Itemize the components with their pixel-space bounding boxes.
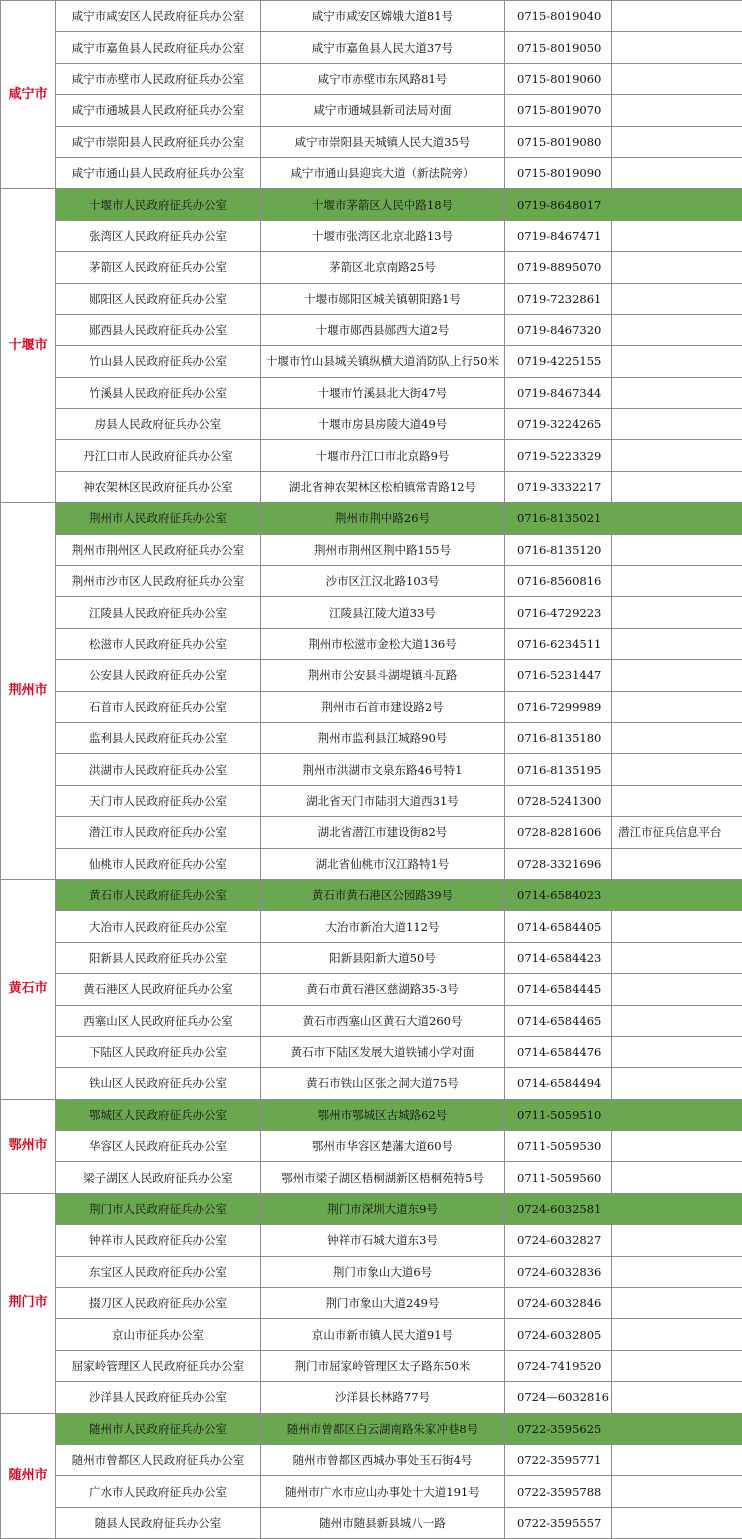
office-note: [612, 346, 742, 377]
office-address: 鄂州市鄂城区古城路62号: [261, 1099, 505, 1130]
table-row: [1, 722, 742, 753]
office-address: 湖北省天门市陆羽大道西31号: [261, 785, 505, 816]
table-row: [1, 597, 742, 628]
office-phone: 0719-5223329: [505, 440, 612, 471]
office-name: 洪湖市人民政府征兵办公室: [56, 754, 261, 785]
office-name: 咸宁市赤壁市人民政府征兵办公室: [56, 63, 261, 94]
office-note: [612, 534, 742, 565]
office-note: [612, 252, 742, 283]
office-phone: 0719-4225155: [505, 346, 612, 377]
city-name: 十堰市: [1, 189, 56, 503]
office-note: [612, 283, 742, 314]
office-note: [612, 32, 742, 63]
office-note: [612, 879, 742, 910]
office-name: 大冶市人民政府征兵办公室: [56, 911, 261, 942]
office-address: 荆州市松滋市金松大道136号: [261, 628, 505, 659]
office-address: 京山市新市镇人民大道91号: [261, 1319, 505, 1350]
office-name: 十堰市人民政府征兵办公室: [56, 189, 261, 220]
office-phone: 0719-3224265: [505, 409, 612, 440]
office-phone: 0719-8895070: [505, 252, 612, 283]
table-row: [1, 63, 742, 94]
office-address: 江陵县江陵大道33号: [261, 597, 505, 628]
office-name: 神农架林区民政府征兵办公室: [56, 471, 261, 502]
office-address: 荆州市监利县江城路90号: [261, 722, 505, 753]
table-row: [1, 534, 742, 565]
office-address: 黄石市黄石港区慈湖路35-3号: [261, 974, 505, 1005]
office-note: [612, 1193, 742, 1224]
office-address: 阳新县阳新大道50号: [261, 942, 505, 973]
office-phone: 0724-6032836: [505, 1256, 612, 1287]
office-note: [612, 566, 742, 597]
office-note: [612, 1162, 742, 1193]
office-address: 黄石市黄石港区公园路39号: [261, 879, 505, 910]
office-name: 梁子湖区人民政府征兵办公室: [56, 1162, 261, 1193]
table-row-headquarters: [1, 1193, 742, 1224]
table-row-headquarters: [1, 1413, 742, 1444]
office-phone: 0728-8281606: [505, 817, 612, 848]
office-phone: 0724-6032805: [505, 1319, 612, 1350]
table-row: [1, 471, 742, 502]
office-name: 东宝区人民政府征兵办公室: [56, 1256, 261, 1287]
table-row: [1, 32, 742, 63]
office-note: [612, 314, 742, 345]
table-row: [1, 691, 742, 722]
office-note: [612, 157, 742, 188]
table-row-headquarters: [1, 1099, 742, 1130]
table-body: [1, 1, 742, 1539]
office-name: 荆州市沙市区人民政府征兵办公室: [56, 566, 261, 597]
office-address: 沙洋县长林路77号: [261, 1382, 505, 1413]
office-note: [612, 660, 742, 691]
office-address: 鄂州市华容区楚藩大道60号: [261, 1131, 505, 1162]
table-row: [1, 1131, 742, 1162]
office-note: [612, 1413, 742, 1444]
office-note: [612, 1288, 742, 1319]
office-address: 咸宁市咸安区嫦娥大道81号: [261, 1, 505, 32]
office-address: 黄石市西塞山区黄石大道260号: [261, 1005, 505, 1036]
table-row: [1, 1444, 742, 1475]
office-note: [612, 1382, 742, 1413]
table-row: [1, 1382, 742, 1413]
office-address: 鄂州市梁子湖区梧桐湖新区梧桐苑特5号: [261, 1162, 505, 1193]
office-phone: 0719-8467344: [505, 377, 612, 408]
office-name: 松滋市人民政府征兵办公室: [56, 628, 261, 659]
office-phone: 0716-8135021: [505, 503, 612, 534]
office-address: 十堰市竹溪县北大街47号: [261, 377, 505, 408]
office-phone: 0714-6584476: [505, 1036, 612, 1067]
table-row: [1, 942, 742, 973]
office-phone: 0715-8019090: [505, 157, 612, 188]
office-address: 十堰市茅箭区人民中路18号: [261, 189, 505, 220]
office-name: 张湾区人民政府征兵办公室: [56, 220, 261, 251]
office-name: 钟祥市人民政府征兵办公室: [56, 1225, 261, 1256]
city-name: 荆州市: [1, 503, 56, 880]
table-row: [1, 628, 742, 659]
office-phone: 0716-5231447: [505, 660, 612, 691]
table-row: [1, 440, 742, 471]
office-address: 湖北省神农架林区松柏镇常青路12号: [261, 471, 505, 502]
table-row: [1, 754, 742, 785]
table-row-headquarters: [1, 879, 742, 910]
table-row: [1, 1507, 742, 1538]
office-name: 公安县人民政府征兵办公室: [56, 660, 261, 691]
office-address: 咸宁市通城县新司法局对面: [261, 95, 505, 126]
table-row: [1, 1162, 742, 1193]
office-phone: 0716-8560816: [505, 566, 612, 597]
office-note: [612, 409, 742, 440]
office-phone: 0714-6584445: [505, 974, 612, 1005]
table-row: [1, 157, 742, 188]
office-address: 荆门市屈家岭管理区太子路东50米: [261, 1350, 505, 1381]
office-address: 随州市广水市应山办事处十大道191号: [261, 1476, 505, 1507]
table-row: [1, 974, 742, 1005]
office-address: 咸宁市通山县迎宾大道（新法院旁）: [261, 157, 505, 188]
office-note: [612, 1, 742, 32]
office-address: 荆州市公安县斗湖堤镇斗瓦路: [261, 660, 505, 691]
office-phone: 0715-8019050: [505, 32, 612, 63]
office-name: 荆州市人民政府征兵办公室: [56, 503, 261, 534]
office-phone: 0719-8467471: [505, 220, 612, 251]
table-row: [1, 660, 742, 691]
office-note: [612, 597, 742, 628]
office-name: 广水市人民政府征兵办公室: [56, 1476, 261, 1507]
office-phone: 0711-5059510: [505, 1099, 612, 1130]
office-phone: 0715-8019060: [505, 63, 612, 94]
office-name: 房县人民政府征兵办公室: [56, 409, 261, 440]
office-note: [612, 911, 742, 942]
office-phone: 0714-6584465: [505, 1005, 612, 1036]
office-name: 华容区人民政府征兵办公室: [56, 1131, 261, 1162]
table-row: [1, 346, 742, 377]
office-address: 十堰市竹山县城关镇纵横大道消防队上行50米: [261, 346, 505, 377]
office-name: 石首市人民政府征兵办公室: [56, 691, 261, 722]
office-note: [612, 1507, 742, 1538]
office-phone: 0724-7419520: [505, 1350, 612, 1381]
office-name: 沙洋县人民政府征兵办公室: [56, 1382, 261, 1413]
office-phone: 0716-7299989: [505, 691, 612, 722]
office-address: 随州市随县新县城八一路: [261, 1507, 505, 1538]
table-row: [1, 220, 742, 251]
office-phone: 0716-8135195: [505, 754, 612, 785]
office-name: 屈家岭管理区人民政府征兵办公室: [56, 1350, 261, 1381]
office-name: 鄂城区人民政府征兵办公室: [56, 1099, 261, 1130]
office-address: 沙市区江汉北路103号: [261, 566, 505, 597]
office-address: 荆州市石首市建设路2号: [261, 691, 505, 722]
office-address: 十堰市房县房陵大道49号: [261, 409, 505, 440]
office-phone: 0722-3595625: [505, 1413, 612, 1444]
office-note: [612, 1256, 742, 1287]
office-phone: 0714-6584405: [505, 911, 612, 942]
office-note: [612, 440, 742, 471]
office-address: 十堰市张湾区北京北路13号: [261, 220, 505, 251]
office-name: 阳新县人民政府征兵办公室: [56, 942, 261, 973]
office-name: 黄石港区人民政府征兵办公室: [56, 974, 261, 1005]
office-note: [612, 1225, 742, 1256]
office-phone: 0724-6032581: [505, 1193, 612, 1224]
office-phone: 0716-4729223: [505, 597, 612, 628]
office-name: 随州市人民政府征兵办公室: [56, 1413, 261, 1444]
office-address: 十堰市郧阳区城关镇朝阳路1号: [261, 283, 505, 314]
office-name: 下陆区人民政府征兵办公室: [56, 1036, 261, 1067]
office-phone: 0716-6234511: [505, 628, 612, 659]
office-phone: 0714-6584423: [505, 942, 612, 973]
office-note: [612, 1131, 742, 1162]
table-row: [1, 409, 742, 440]
office-phone: 0728-3321696: [505, 848, 612, 879]
office-name: 仙桃市人民政府征兵办公室: [56, 848, 261, 879]
office-note: [612, 471, 742, 502]
office-note: [612, 1444, 742, 1475]
table-row: [1, 1225, 742, 1256]
table-row: [1, 566, 742, 597]
office-note: [612, 691, 742, 722]
office-note: 潜江市征兵信息平台: [612, 817, 742, 848]
table-row: [1, 1288, 742, 1319]
table-row: [1, 1319, 742, 1350]
table-row: [1, 1005, 742, 1036]
table-row-headquarters: [1, 503, 742, 534]
office-note: [612, 754, 742, 785]
office-note: [612, 63, 742, 94]
office-name: 京山市征兵办公室: [56, 1319, 261, 1350]
office-name: 随县人民政府征兵办公室: [56, 1507, 261, 1538]
office-name: 西塞山区人民政府征兵办公室: [56, 1005, 261, 1036]
office-address: 随州市曾都区西城办事处玉石街4号: [261, 1444, 505, 1475]
office-note: [612, 1005, 742, 1036]
city-name: 荆门市: [1, 1193, 56, 1413]
office-note: [612, 1350, 742, 1381]
office-phone: 0714-6584494: [505, 1068, 612, 1099]
office-name: 掇刀区人民政府征兵办公室: [56, 1288, 261, 1319]
office-note: [612, 1319, 742, 1350]
office-name: 咸宁市崇阳县人民政府征兵办公室: [56, 126, 261, 157]
office-phone: 0715-8019070: [505, 95, 612, 126]
city-name: 咸宁市: [1, 1, 56, 189]
office-phone: 0716-8135120: [505, 534, 612, 565]
office-phone: 0711-5059560: [505, 1162, 612, 1193]
office-phone: 0719-3332217: [505, 471, 612, 502]
office-name: 荆门市人民政府征兵办公室: [56, 1193, 261, 1224]
office-name: 监利县人民政府征兵办公室: [56, 722, 261, 753]
office-address: 湖北省仙桃市汉江路特1号: [261, 848, 505, 879]
table-row: [1, 1476, 742, 1507]
office-note: [612, 503, 742, 534]
office-address: 茅箭区北京南路25号: [261, 252, 505, 283]
table-row: [1, 283, 742, 314]
office-name: 江陵县人民政府征兵办公室: [56, 597, 261, 628]
table-row: [1, 1068, 742, 1099]
office-note: [612, 189, 742, 220]
office-address: 黄石市下陆区发展大道铁铺小学对面: [261, 1036, 505, 1067]
office-phone: 0711-5059530: [505, 1131, 612, 1162]
office-name: 丹江口市人民政府征兵办公室: [56, 440, 261, 471]
office-name: 天门市人民政府征兵办公室: [56, 785, 261, 816]
office-note: [612, 974, 742, 1005]
office-phone: 0719-8467320: [505, 314, 612, 345]
table-row: [1, 126, 742, 157]
office-note: [612, 1068, 742, 1099]
office-note: [612, 628, 742, 659]
office-phone: 0724-6032846: [505, 1288, 612, 1319]
office-address: 荆州市洪湖市文泉东路46号特1: [261, 754, 505, 785]
table-row: [1, 252, 742, 283]
office-note: [612, 1099, 742, 1130]
office-phone: 0724-6032827: [505, 1225, 612, 1256]
office-note: [612, 785, 742, 816]
table-row: [1, 314, 742, 345]
office-note: [612, 1036, 742, 1067]
office-address: 钟祥市石城大道东3号: [261, 1225, 505, 1256]
table-row: [1, 1350, 742, 1381]
office-note: [612, 848, 742, 879]
city-name: 黄石市: [1, 879, 56, 1099]
office-phone: 0728-5241300: [505, 785, 612, 816]
office-phone: 0722-3595788: [505, 1476, 612, 1507]
office-address: 荆门市深圳大道东9号: [261, 1193, 505, 1224]
office-name: 竹山县人民政府征兵办公室: [56, 346, 261, 377]
table-row: [1, 911, 742, 942]
office-address: 荆门市象山大道6号: [261, 1256, 505, 1287]
office-note: [612, 1476, 742, 1507]
office-name: 郧阳区人民政府征兵办公室: [56, 283, 261, 314]
office-phone: 0715-8019040: [505, 1, 612, 32]
office-name: 咸宁市嘉鱼县人民政府征兵办公室: [56, 32, 261, 63]
office-phone: 0715-8019080: [505, 126, 612, 157]
office-name: 潜江市人民政府征兵办公室: [56, 817, 261, 848]
table-row: [1, 817, 742, 848]
office-name: 茅箭区人民政府征兵办公室: [56, 252, 261, 283]
office-phone: 0716-8135180: [505, 722, 612, 753]
office-note: [612, 126, 742, 157]
office-phone: 0714-6584023: [505, 879, 612, 910]
office-address: 黄石市铁山区张之洞大道75号: [261, 1068, 505, 1099]
office-address: 湖北省潜江市建设街82号: [261, 817, 505, 848]
city-name: 随州市: [1, 1413, 56, 1539]
table-row: [1, 1036, 742, 1067]
office-phone: 0719-8648017: [505, 189, 612, 220]
table-row-headquarters: [1, 189, 742, 220]
office-address: 大冶市新冶大道112号: [261, 911, 505, 942]
office-name: 竹溪县人民政府征兵办公室: [56, 377, 261, 408]
city-name: 鄂州市: [1, 1099, 56, 1193]
table-row: [1, 1256, 742, 1287]
office-address: 荆州市荆州区荆中路155号: [261, 534, 505, 565]
office-address: 十堰市丹江口市北京路9号: [261, 440, 505, 471]
office-phone: 0724—6032816: [505, 1382, 612, 1413]
office-address: 咸宁市赤壁市东风路81号: [261, 63, 505, 94]
office-name: 随州市曾都区人民政府征兵办公室: [56, 1444, 261, 1475]
table-row: [1, 1, 742, 32]
table-row: [1, 785, 742, 816]
office-address: 随州市曾都区白云湖南路朱家冲巷8号: [261, 1413, 505, 1444]
office-address: 荆门市象山大道249号: [261, 1288, 505, 1319]
office-note: [612, 95, 742, 126]
office-phone: 0719-7232861: [505, 283, 612, 314]
office-name: 铁山区人民政府征兵办公室: [56, 1068, 261, 1099]
office-address: 咸宁市崇阳县天城镇人民大道35号: [261, 126, 505, 157]
table-row: [1, 848, 742, 879]
office-name: 咸宁市通山县人民政府征兵办公室: [56, 157, 261, 188]
office-address: 咸宁市嘉鱼县人民大道37号: [261, 32, 505, 63]
office-note: [612, 722, 742, 753]
office-phone: 0722-3595557: [505, 1507, 612, 1538]
office-note: [612, 942, 742, 973]
office-note: [612, 377, 742, 408]
office-name: 咸宁市咸安区人民政府征兵办公室: [56, 1, 261, 32]
table-row: [1, 377, 742, 408]
office-note: [612, 220, 742, 251]
office-name: 咸宁市通城县人民政府征兵办公室: [56, 95, 261, 126]
office-name: 荆州市荆州区人民政府征兵办公室: [56, 534, 261, 565]
office-name: 郧西县人民政府征兵办公室: [56, 314, 261, 345]
office-name: 黄石市人民政府征兵办公室: [56, 879, 261, 910]
office-address: 荆州市荆中路26号: [261, 503, 505, 534]
office-address: 十堰市郧西县郧西大道2号: [261, 314, 505, 345]
table-row: [1, 95, 742, 126]
office-phone: 0722-3595771: [505, 1444, 612, 1475]
